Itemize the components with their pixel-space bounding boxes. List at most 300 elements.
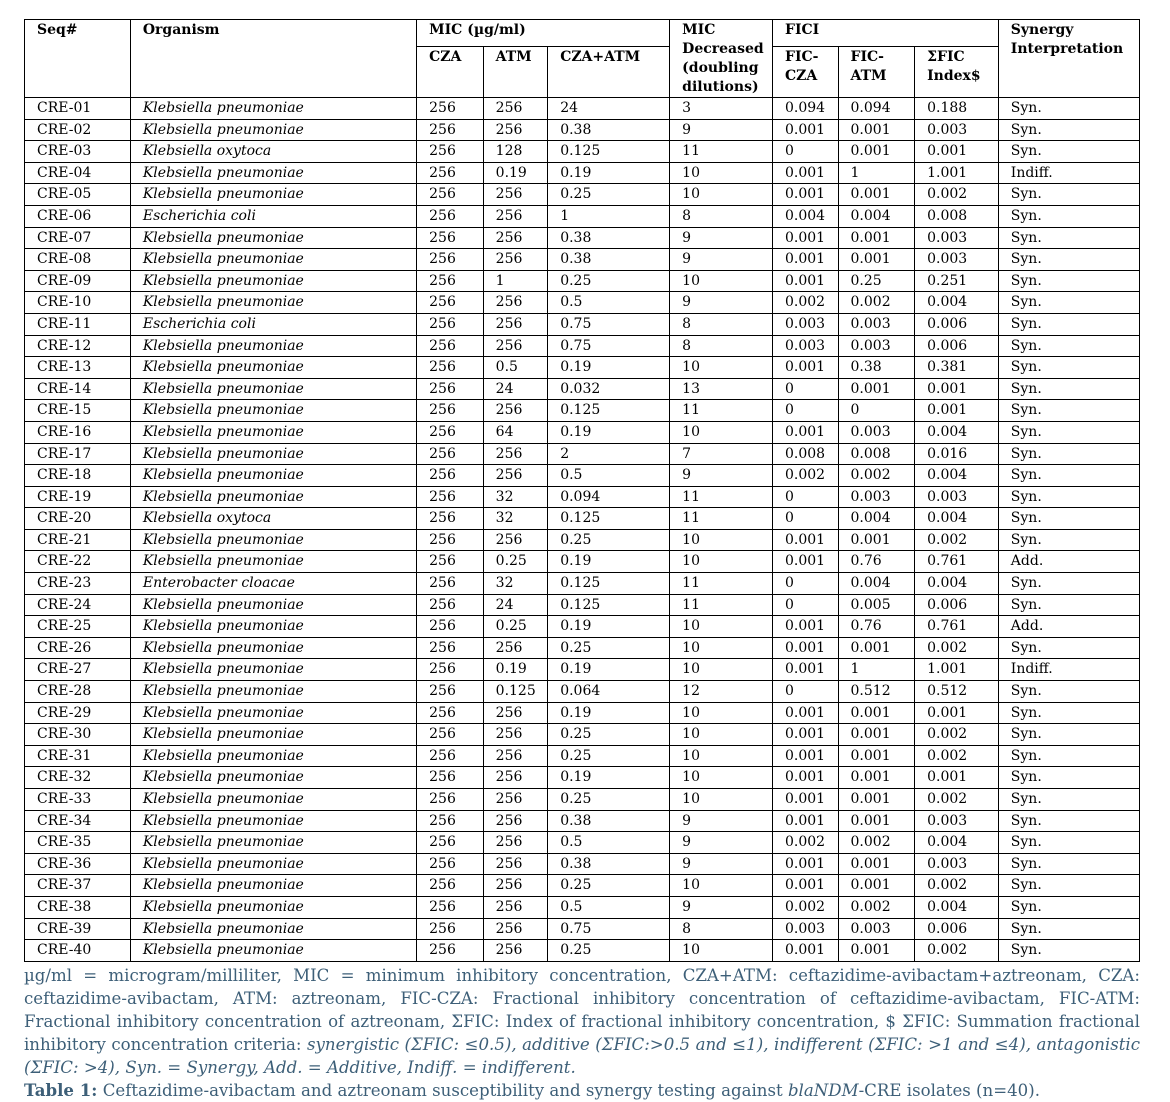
cell-atm: 24 — [483, 378, 548, 400]
cell-cza: 256 — [417, 832, 484, 854]
cell-mic-decreased: 10 — [670, 551, 773, 573]
cell-fic-cza: 0 — [773, 594, 839, 616]
cell-cza-atm: 0.5 — [548, 465, 670, 487]
cell-seq: CRE-01 — [25, 98, 131, 120]
cell-cza-atm: 0.125 — [548, 141, 670, 163]
cell-sum-fic: 0.006 — [915, 313, 999, 335]
cell-mic-decreased: 10 — [670, 616, 773, 638]
cell-fic-atm: 0.003 — [838, 918, 915, 940]
cell-cza: 256 — [417, 659, 484, 681]
cell-atm: 256 — [483, 789, 548, 811]
cell-cza-atm: 0.19 — [548, 551, 670, 573]
cell-cza: 256 — [417, 637, 484, 659]
cell-cza: 256 — [417, 529, 484, 551]
cell-seq: CRE-14 — [25, 378, 131, 400]
table-footnote — [24, 964, 1140, 1079]
cell-seq: CRE-24 — [25, 594, 131, 616]
cell-mic-decreased: 11 — [670, 141, 773, 163]
cell-mic-decreased: 13 — [670, 378, 773, 400]
cell-sum-fic: 0.003 — [915, 249, 999, 271]
cell-cza: 256 — [417, 681, 484, 703]
cell-fic-cza: 0 — [773, 400, 839, 422]
cell-sum-fic: 0.006 — [915, 335, 999, 357]
cell-seq: CRE-20 — [25, 508, 131, 530]
cell-organism: Klebsiella pneumoniae — [130, 357, 416, 379]
cell-fic-atm: 0.003 — [838, 421, 915, 443]
table-row — [25, 270, 1140, 292]
header-fic-cza: FIC-CZA — [773, 46, 839, 97]
cell-cza: 256 — [417, 853, 484, 875]
cell-synergy: Syn. — [998, 940, 1139, 962]
cell-organism: Klebsiella pneumoniae — [130, 702, 416, 724]
cell-mic-decreased: 10 — [670, 659, 773, 681]
cell-fic-atm: 0.004 — [838, 573, 915, 595]
cell-atm: 0.19 — [483, 162, 548, 184]
cell-atm: 64 — [483, 421, 548, 443]
cell-fic-cza: 0.001 — [773, 227, 839, 249]
cell-organism: Klebsiella pneumoniae — [130, 551, 416, 573]
cell-fic-cza: 0.001 — [773, 249, 839, 271]
cell-atm: 256 — [483, 940, 548, 962]
cell-synergy: Syn. — [998, 184, 1139, 206]
cell-mic-decreased: 8 — [670, 335, 773, 357]
cell-fic-cza: 0 — [773, 141, 839, 163]
cell-organism: Klebsiella pneumoniae — [130, 486, 416, 508]
cell-organism: Klebsiella pneumoniae — [130, 810, 416, 832]
cell-fic-cza: 0.001 — [773, 637, 839, 659]
cell-atm: 32 — [483, 573, 548, 595]
cell-fic-cza: 0.001 — [773, 357, 839, 379]
cell-fic-atm: 0.001 — [838, 745, 915, 767]
cell-sum-fic: 0.002 — [915, 940, 999, 962]
table-row — [25, 378, 1140, 400]
cell-mic-decreased: 10 — [670, 940, 773, 962]
cell-cza: 256 — [417, 270, 484, 292]
cell-organism: Klebsiella pneumoniae — [130, 378, 416, 400]
cell-cza: 256 — [417, 357, 484, 379]
cell-organism: Klebsiella pneumoniae — [130, 594, 416, 616]
cell-fic-atm: 0.001 — [838, 875, 915, 897]
cell-atm: 1 — [483, 270, 548, 292]
cell-atm: 24 — [483, 594, 548, 616]
cell-fic-atm: 0.001 — [838, 637, 915, 659]
cell-cza-atm: 0.75 — [548, 918, 670, 940]
cell-fic-atm: 0.001 — [838, 227, 915, 249]
cell-seq: CRE-37 — [25, 875, 131, 897]
cell-synergy: Syn. — [998, 292, 1139, 314]
cell-fic-atm: 0.002 — [838, 292, 915, 314]
cell-fic-atm: 1 — [838, 162, 915, 184]
cell-fic-cza: 0.001 — [773, 767, 839, 789]
table-row — [25, 659, 1140, 681]
cell-seq: CRE-05 — [25, 184, 131, 206]
cell-cza: 256 — [417, 400, 484, 422]
cell-atm: 0.25 — [483, 551, 548, 573]
cell-sum-fic: 0.016 — [915, 443, 999, 465]
cell-organism: Klebsiella pneumoniae — [130, 421, 416, 443]
cell-cza: 256 — [417, 594, 484, 616]
cell-fic-atm: 0.003 — [838, 486, 915, 508]
cell-fic-cza: 0.001 — [773, 421, 839, 443]
cell-atm: 256 — [483, 184, 548, 206]
cell-organism: Klebsiella pneumoniae — [130, 249, 416, 271]
cell-synergy: Syn. — [998, 745, 1139, 767]
cell-atm: 0.5 — [483, 357, 548, 379]
table-caption — [24, 1079, 1140, 1102]
cell-atm: 256 — [483, 875, 548, 897]
cell-atm: 256 — [483, 227, 548, 249]
cell-sum-fic: 0.004 — [915, 832, 999, 854]
cell-organism: Klebsiella pneumoniae — [130, 853, 416, 875]
cell-cza-atm: 0.19 — [548, 767, 670, 789]
cell-organism: Enterobacter cloacae — [130, 573, 416, 595]
cell-organism: Klebsiella pneumoniae — [130, 270, 416, 292]
cell-fic-atm: 0.512 — [838, 681, 915, 703]
table-row — [25, 767, 1140, 789]
cell-cza-atm: 0.19 — [548, 702, 670, 724]
cell-seq: CRE-04 — [25, 162, 131, 184]
cell-fic-cza: 0.001 — [773, 659, 839, 681]
table-row — [25, 616, 1140, 638]
cell-cza-atm: 0.25 — [548, 270, 670, 292]
cell-cza: 256 — [417, 141, 484, 163]
cell-mic-decreased: 12 — [670, 681, 773, 703]
cell-atm: 256 — [483, 529, 548, 551]
cell-seq: CRE-18 — [25, 465, 131, 487]
cell-organism: Klebsiella pneumoniae — [130, 940, 416, 962]
cell-cza-atm: 0.125 — [548, 573, 670, 595]
footnote-abbreviations: µg/ml = microgram/milliliter, MIC = minimum inhibitory concentration, CZA+ATM: ceftazidime-avibactam+aztreonam, CZA: ceftazidime-avibactam, ATM: aztreonam, FIC-CZA: Fractional inhibitory concentration of ceftazidime-avibactam, FIC-ATM: Fractional inhibitory concentration of aztreonam, ΣFIC: Index of fractional inhibitory concentration, $ ΣFIC: Summation fractional inhibitory concentration criteria: — [24, 965, 1140, 1054]
cell-atm: 256 — [483, 98, 548, 120]
cell-fic-atm: 0 — [838, 400, 915, 422]
cell-seq: CRE-23 — [25, 573, 131, 595]
cell-cza-atm: 0.064 — [548, 681, 670, 703]
cell-cza: 256 — [417, 810, 484, 832]
cell-sum-fic: 0.251 — [915, 270, 999, 292]
cell-seq: CRE-07 — [25, 227, 131, 249]
cell-synergy: Syn. — [998, 810, 1139, 832]
header-cza: CZA — [417, 46, 484, 97]
cell-seq: CRE-32 — [25, 767, 131, 789]
cell-synergy: Syn. — [998, 141, 1139, 163]
cell-cza-atm: 0.19 — [548, 616, 670, 638]
cell-seq: CRE-29 — [25, 702, 131, 724]
cell-seq: CRE-13 — [25, 357, 131, 379]
cell-organism: Klebsiella pneumoniae — [130, 659, 416, 681]
table-row — [25, 465, 1140, 487]
cell-atm: 256 — [483, 853, 548, 875]
table-row — [25, 508, 1140, 530]
cell-cza: 256 — [417, 724, 484, 746]
cell-fic-atm: 0.001 — [838, 184, 915, 206]
cell-organism: Klebsiella pneumoniae — [130, 292, 416, 314]
table-row — [25, 184, 1140, 206]
cell-atm: 256 — [483, 637, 548, 659]
cell-seq: CRE-21 — [25, 529, 131, 551]
cell-sum-fic: 0.381 — [915, 357, 999, 379]
cell-fic-atm: 0.008 — [838, 443, 915, 465]
cell-seq: CRE-09 — [25, 270, 131, 292]
cell-sum-fic: 0.002 — [915, 789, 999, 811]
cell-fic-atm: 0.001 — [838, 940, 915, 962]
cell-organism: Klebsiella pneumoniae — [130, 789, 416, 811]
cell-synergy: Syn. — [998, 853, 1139, 875]
cell-organism: Klebsiella pneumoniae — [130, 896, 416, 918]
caption-gene: blaNDM — [787, 1080, 859, 1100]
cell-atm: 256 — [483, 896, 548, 918]
cell-organism: Klebsiella pneumoniae — [130, 832, 416, 854]
cell-mic-decreased: 9 — [670, 119, 773, 141]
cell-synergy: Indiff. — [998, 659, 1139, 681]
caption-text-after: -CRE isolates (n=40). — [858, 1080, 1040, 1100]
cell-synergy: Syn. — [998, 681, 1139, 703]
cell-synergy: Syn. — [998, 702, 1139, 724]
header-atm: ATM — [483, 46, 548, 97]
cell-organism: Escherichia coli — [130, 313, 416, 335]
cell-sum-fic: 0.512 — [915, 681, 999, 703]
cell-fic-atm: 0.094 — [838, 98, 915, 120]
cell-cza: 256 — [417, 918, 484, 940]
cell-cza: 256 — [417, 702, 484, 724]
cell-synergy: Add. — [998, 551, 1139, 573]
cell-cza: 256 — [417, 249, 484, 271]
cell-mic-decreased: 9 — [670, 292, 773, 314]
cell-fic-cza: 0.001 — [773, 875, 839, 897]
cell-seq: CRE-10 — [25, 292, 131, 314]
cell-mic-decreased: 10 — [670, 421, 773, 443]
cell-mic-decreased: 9 — [670, 249, 773, 271]
cell-seq: CRE-17 — [25, 443, 131, 465]
cell-mic-decreased: 10 — [670, 357, 773, 379]
cell-cza: 256 — [417, 421, 484, 443]
cell-sum-fic: 0.004 — [915, 896, 999, 918]
cell-synergy: Syn. — [998, 205, 1139, 227]
cell-seq: CRE-31 — [25, 745, 131, 767]
cell-cza-atm: 0.25 — [548, 184, 670, 206]
cell-organism: Klebsiella pneumoniae — [130, 918, 416, 940]
cell-organism: Klebsiella pneumoniae — [130, 637, 416, 659]
cell-organism: Klebsiella pneumoniae — [130, 745, 416, 767]
cell-cza-atm: 0.38 — [548, 810, 670, 832]
table-row — [25, 119, 1140, 141]
cell-atm: 256 — [483, 465, 548, 487]
cell-cza-atm: 0.25 — [548, 637, 670, 659]
cell-mic-decreased: 10 — [670, 529, 773, 551]
table-row — [25, 594, 1140, 616]
cell-sum-fic: 1.001 — [915, 162, 999, 184]
cell-seq: CRE-22 — [25, 551, 131, 573]
cell-fic-cza: 0.001 — [773, 162, 839, 184]
cell-fic-cza: 0.001 — [773, 940, 839, 962]
cell-cza-atm: 0.25 — [548, 724, 670, 746]
cell-cza: 256 — [417, 205, 484, 227]
cell-synergy: Syn. — [998, 573, 1139, 595]
cell-fic-cza: 0 — [773, 508, 839, 530]
cell-seq: CRE-40 — [25, 940, 131, 962]
header-synergy: Synergy Interpretation — [998, 20, 1139, 98]
cell-fic-atm: 0.001 — [838, 810, 915, 832]
cell-synergy: Syn. — [998, 98, 1139, 120]
table-row — [25, 443, 1140, 465]
cell-seq: CRE-27 — [25, 659, 131, 681]
cell-fic-atm: 0.001 — [838, 119, 915, 141]
cell-fic-cza: 0 — [773, 573, 839, 595]
table-header — [25, 20, 1140, 98]
cell-seq: CRE-28 — [25, 681, 131, 703]
cell-synergy: Syn. — [998, 508, 1139, 530]
table-row — [25, 896, 1140, 918]
cell-atm: 32 — [483, 486, 548, 508]
cell-mic-decreased: 10 — [670, 637, 773, 659]
cell-mic-decreased: 10 — [670, 789, 773, 811]
cell-organism: Escherichia coli — [130, 205, 416, 227]
cell-atm: 0.25 — [483, 616, 548, 638]
cell-seq: CRE-36 — [25, 853, 131, 875]
cell-synergy: Syn. — [998, 465, 1139, 487]
cell-seq: CRE-39 — [25, 918, 131, 940]
cell-sum-fic: 0.001 — [915, 378, 999, 400]
table-row — [25, 162, 1140, 184]
cell-seq: CRE-12 — [25, 335, 131, 357]
cell-synergy: Syn. — [998, 896, 1139, 918]
cell-cza: 256 — [417, 745, 484, 767]
cell-fic-cza: 0.001 — [773, 551, 839, 573]
cell-sum-fic: 0.002 — [915, 724, 999, 746]
cell-synergy: Syn. — [998, 443, 1139, 465]
cell-fic-cza: 0.003 — [773, 918, 839, 940]
cell-mic-decreased: 8 — [670, 313, 773, 335]
table-row — [25, 724, 1140, 746]
cell-fic-atm: 0.001 — [838, 141, 915, 163]
cell-cza-atm: 0.25 — [548, 745, 670, 767]
cell-organism: Klebsiella pneumoniae — [130, 465, 416, 487]
table-row — [25, 702, 1140, 724]
cell-fic-cza: 0.001 — [773, 616, 839, 638]
cell-mic-decreased: 3 — [670, 98, 773, 120]
cell-cza-atm: 0.19 — [548, 162, 670, 184]
cell-mic-decreased: 10 — [670, 767, 773, 789]
cell-organism: Klebsiella pneumoniae — [130, 724, 416, 746]
cell-organism: Klebsiella pneumoniae — [130, 400, 416, 422]
cell-atm: 256 — [483, 443, 548, 465]
cell-organism: Klebsiella oxytoca — [130, 508, 416, 530]
cell-fic-atm: 0.001 — [838, 853, 915, 875]
header-mic-group: MIC (µg/ml) — [417, 20, 670, 47]
cell-seq: CRE-38 — [25, 896, 131, 918]
cell-sum-fic: 0.006 — [915, 594, 999, 616]
cell-organism: Klebsiella pneumoniae — [130, 681, 416, 703]
cell-atm: 256 — [483, 249, 548, 271]
table-row — [25, 486, 1140, 508]
table-row — [25, 789, 1140, 811]
cell-seq: CRE-33 — [25, 789, 131, 811]
cell-atm: 256 — [483, 292, 548, 314]
cell-synergy: Syn. — [998, 249, 1139, 271]
cell-synergy: Indiff. — [998, 162, 1139, 184]
cell-atm: 0.125 — [483, 681, 548, 703]
cell-synergy: Syn. — [998, 335, 1139, 357]
cell-cza: 256 — [417, 465, 484, 487]
table-row — [25, 637, 1140, 659]
cell-sum-fic: 1.001 — [915, 659, 999, 681]
cell-cza: 256 — [417, 227, 484, 249]
cell-fic-cza: 0.001 — [773, 270, 839, 292]
table-row — [25, 810, 1140, 832]
cell-seq: CRE-08 — [25, 249, 131, 271]
cell-cza-atm: 0.125 — [548, 508, 670, 530]
cell-fic-atm: 0.001 — [838, 249, 915, 271]
cell-synergy: Syn. — [998, 832, 1139, 854]
cell-organism: Klebsiella pneumoniae — [130, 184, 416, 206]
cell-cza-atm: 1 — [548, 205, 670, 227]
cell-synergy: Syn. — [998, 227, 1139, 249]
cell-organism: Klebsiella pneumoniae — [130, 98, 416, 120]
cell-atm: 256 — [483, 119, 548, 141]
cell-fic-cza: 0 — [773, 378, 839, 400]
cell-sum-fic: 0.004 — [915, 573, 999, 595]
cell-atm: 128 — [483, 141, 548, 163]
cell-mic-decreased: 9 — [670, 853, 773, 875]
cell-cza-atm: 0.125 — [548, 400, 670, 422]
cell-sum-fic: 0.188 — [915, 98, 999, 120]
cell-fic-atm: 0.005 — [838, 594, 915, 616]
table-row — [25, 918, 1140, 940]
cell-cza-atm: 0.25 — [548, 940, 670, 962]
table-row — [25, 205, 1140, 227]
cell-sum-fic: 0.002 — [915, 184, 999, 206]
cell-synergy: Syn. — [998, 270, 1139, 292]
table-row — [25, 875, 1140, 897]
cell-atm: 256 — [483, 400, 548, 422]
cell-seq: CRE-03 — [25, 141, 131, 163]
cell-mic-decreased: 10 — [670, 875, 773, 897]
cell-cza: 256 — [417, 98, 484, 120]
table-row — [25, 227, 1140, 249]
cell-mic-decreased: 11 — [670, 594, 773, 616]
cell-sum-fic: 0.001 — [915, 141, 999, 163]
cell-sum-fic: 0.006 — [915, 918, 999, 940]
cell-cza-atm: 0.38 — [548, 227, 670, 249]
cell-cza: 256 — [417, 896, 484, 918]
cell-organism: Klebsiella oxytoca — [130, 141, 416, 163]
cell-cza: 256 — [417, 875, 484, 897]
cell-cza-atm: 0.032 — [548, 378, 670, 400]
cell-cza-atm: 0.094 — [548, 486, 670, 508]
header-fic-atm: FIC-ATM — [838, 46, 915, 97]
cell-synergy: Syn. — [998, 421, 1139, 443]
cell-sum-fic: 0.003 — [915, 853, 999, 875]
cell-sum-fic: 0.003 — [915, 227, 999, 249]
table-row — [25, 313, 1140, 335]
cell-atm: 256 — [483, 767, 548, 789]
cell-cza-atm: 0.75 — [548, 313, 670, 335]
table-row — [25, 681, 1140, 703]
cell-fic-cza: 0.001 — [773, 119, 839, 141]
cell-cza-atm: 0.19 — [548, 421, 670, 443]
cell-mic-decreased: 8 — [670, 918, 773, 940]
cell-sum-fic: 0.004 — [915, 465, 999, 487]
cell-synergy: Add. — [998, 616, 1139, 638]
cell-atm: 256 — [483, 918, 548, 940]
cell-cza-atm: 0.5 — [548, 896, 670, 918]
cell-cza-atm: 0.25 — [548, 875, 670, 897]
cell-fic-cza: 0.001 — [773, 702, 839, 724]
table-row — [25, 832, 1140, 854]
cell-fic-cza: 0.001 — [773, 789, 839, 811]
table-row — [25, 573, 1140, 595]
cell-mic-decreased: 7 — [670, 443, 773, 465]
cell-synergy: Syn. — [998, 313, 1139, 335]
